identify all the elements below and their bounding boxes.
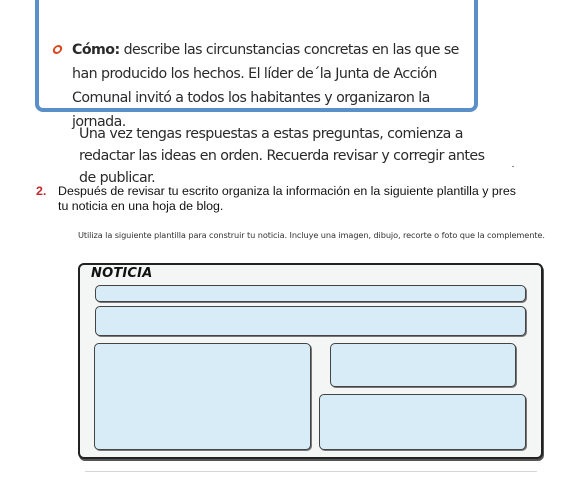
headline-field (95, 285, 526, 302)
step-number: 2. (36, 184, 47, 198)
callout-text (72, 38, 482, 134)
callout-label: Cómo: (72, 42, 120, 58)
image-caption-field (319, 394, 526, 450)
instruction-paragraph: Una vez tengas respuestas a estas preguntas, comienza a redactar las ideas en orden. Recuerda revisar y corregir antes de publicar. (79, 126, 485, 186)
template-caption: Utiliza la siguiente plantilla para construir tu noticia. Incluye una imagen, dibujo, recorte o foto que la complemente. (78, 230, 545, 240)
body-text-field (94, 343, 311, 450)
subheadline-field (95, 306, 526, 336)
step-instruction-line1: Después de revisar tu escrito organiza la información en la siguiente plantilla y pres (58, 184, 517, 198)
divider (85, 471, 537, 472)
decorative-speck (512, 166, 514, 167)
callout-body: describe las circunstancias concretas en las que se han producido los hechos. El líder de´la Junta de Acción Comunal invitó a todos los habitantes y organizaron la jornada. (72, 42, 459, 130)
image-field (330, 343, 516, 387)
step-instruction-line2: tu noticia en una hoja de blog. (58, 199, 224, 213)
step-instruction (58, 184, 582, 214)
template-title: NOTICIA (91, 266, 153, 281)
